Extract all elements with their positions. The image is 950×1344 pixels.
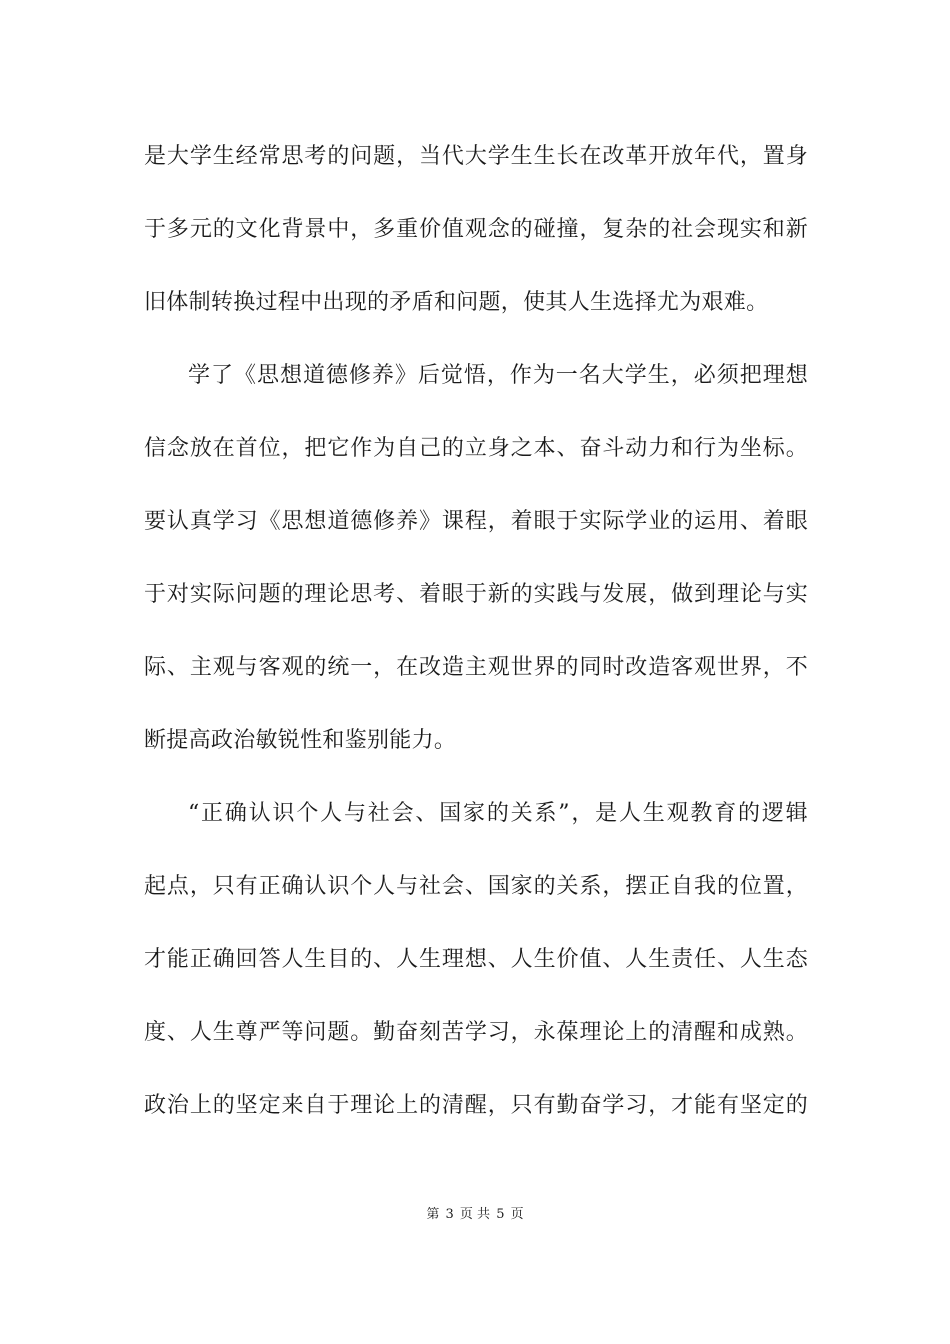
document-body [144,131,808,1153]
footer-current-page: 3 [445,1207,454,1222]
text-line: 要认真学习《思想道德修养》课程，着眼于实际学业的运用、着眼 [144,509,808,534]
text-line: 旧体制转换过程中出现的矛盾和问题，使其人生选择尤为艰难。 [144,290,769,315]
footer-middle: 页 共 [459,1207,491,1222]
text-line: 于对实际问题的理论思考、着眼于新的实践与发展，做到理论与实 [144,582,808,607]
text-line: 信念放在首位，把它作为自己的立身之本、奋斗动力和行为坐标。 [144,436,808,461]
footer-suffix: 页 [510,1207,524,1222]
text-line: 际、主观与客观的统一，在改造主观世界的同时改造客观世界，不 [144,655,808,680]
footer-total-pages: 5 [496,1207,505,1222]
text-line: 才能正确回答人生目的、人生理想、人生价值、人生责任、人生态 [144,947,808,972]
text-line: 断提高政治敏锐性和鉴别能力。 [144,728,457,753]
text-line: 是大学生经常思考的问题，当代大学生生长在改革开放年代，置身 [144,144,808,169]
text-line: 起点，只有正确认识个人与社会、国家的关系，摆正自我的位置， [144,874,808,899]
paragraph-start-line: “正确认识个人与社会、国家的关系”，是人生观教育的逻辑 [188,801,808,826]
footer-prefix: 第 [426,1207,440,1222]
text-line: 政治上的坚定来自于理论上的清醒，只有勤奋学习，才能有坚定的 [144,1093,808,1118]
page-footer [0,1205,950,1225]
paragraph-start-line: 学了《思想道德修养》后觉悟，作为一名大学生，必须把理想 [188,363,808,388]
text-line: 度、人生尊严等问题。勤奋刻苦学习，永葆理论上的清醒和成熟。 [144,1020,808,1045]
text-line: 于多元的文化背景中，多重价值观念的碰撞，复杂的社会现实和新 [144,217,808,242]
